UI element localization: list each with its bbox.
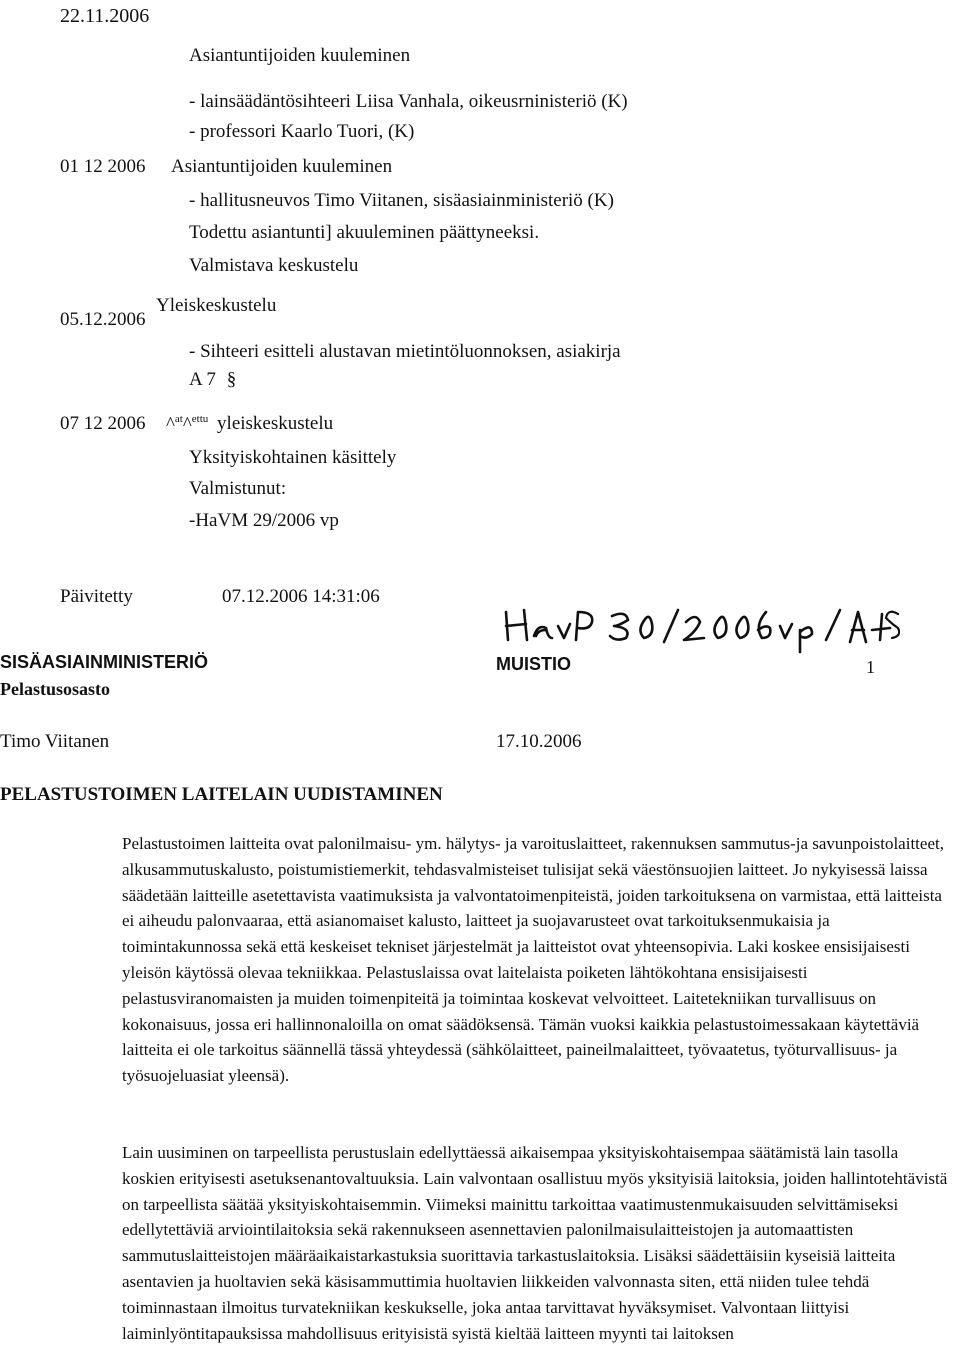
document-reference: A 7 [189,369,216,390]
minutes-item-1-expert-2: - professori Kaarlo Tuori, (K) [189,121,415,142]
prefix-sup: at [174,413,183,425]
minutes-item-4-title [166,414,333,433]
memo-date: 17.10.2006 [496,731,582,752]
minutes-item-2-expert-1: - hallitusneuvos Timo Viitanen, sisäasiainministeriö (K) [189,190,614,211]
item-4-title-text: yleiskeskustelu [217,413,334,435]
minutes-item-4-line-1: Yksityiskohtainen käsittely [189,447,397,468]
prefix-char: ^ [182,413,192,435]
minutes-item-1-expert-1: - lainsäädäntösihteeri Liisa Vanhala, oikeusrninisteriö (K) [189,91,628,112]
prefix-char: ^ [166,413,175,435]
ministry-name: SISÄASIAINMINISTERIÖ [0,652,209,672]
prefix-sup: ettu [191,413,209,425]
document-type: MUISTIO [496,654,571,674]
updated-timestamp: 07.12.2006 14:31:06 [222,586,380,607]
minutes-item-3-line-2 [189,370,236,389]
department-name: Pelastusosasto [0,679,111,699]
minutes-date-3: 05.12.2006 [60,309,146,330]
updated-label: Päivitetty [60,586,133,607]
memo-author: Timo Viitanen [0,731,110,752]
minutes-item-2-title: Asiantuntijoiden kuuleminen [171,156,393,177]
minutes-date-1: 22.11.2006 [60,5,150,27]
memo-title: PELASTUSTOIMEN LAITELAIN UUDISTAMINEN [0,784,443,805]
minutes-item-1-title: Asiantuntijoiden kuuleminen [189,45,411,66]
minutes-item-3-title: Yleiskeskustelu [156,295,277,316]
minutes-item-2-note-1: Todettu asiantunti] akuuleminen päättyneeksi. [189,222,540,243]
page-number: 1 [866,657,875,677]
memo-paragraph: Lain uusiminen on tarpeellista perustuslain edellyttäessä aikaisempaa yksityiskohtaisempaa säätämistä lain tasolla koskien erityisesti asetuksenantovaltuuksia. Lain valvontaan osallistuu myös yksityisiä laitoksia, joiden hallintotehtävistä on tarpeellista säätää yksityiskohtaisemmin. Viimeksi mainittu tarkoittaa vaatimustenmukaisuuden selvittämiseksi edellytettäviä arviointilaitoksia sekä rakennukseen asennettavien palonilmaisulaitteistojen ja automaattisten sammutuslaitteistojen määräaikaistarkastuksia suorittavia tarkastuslaitoksia. Lisäksi säädettäisiin kyseisiä laitteita asentavien ja huoltavien sekä käsisammuttimia huoltavien liikkeiden valvonnasta siten, että niiden tulee tehdä toiminnastaan ilmoitus turvatekniikan keskukselle, joka antaa tarvittavat hyväksymiset. Valvontaan liittyisi laiminlyöntitapauksissa mahdollisuus erityisistä syistä kieltää laitteen myynti tai laitoksen [122,1143,948,1343]
memo-paragraph: Pelastustoimen laitteita ovat palonilmaisu- ym. hälytys- ja varoituslaitteet, rakennuksen sammutus-ja savunpoistolaitteet, alkusammutuskalusto, poistumistiemerkit, tehdasvalmisteiset tulisijat sekä väestönsuojien laitteet. Jo nykyisessä laissa säädetään laitteille asetettavista vaatimuksista ja valvontatoimenpiteistä, joiden tarkoituksena on varmistaa, että laitteista ei aiheudu palonvaaraa, että asianomaiset kalusto, laitteet ja suojavarusteet ovat tarkoituksenmukaisia ja toimintakunnossa sekä että keskeiset tekniset järjestelmät ja laitteistot ovat yhteensopivia. Laki koskee ensisijaisesti yleisön käytössä olevaa tekniikkaa. Pelastuslaissa ovat laitelaista poiketen lähtökohtana ensisijaisesti pelastusviranomaisten ja muiden toimenpiteitä ja toimintaa koskevat velvoitteet. Laitetekniikan turvallisuus on kokonaisuus, jossa eri hallinnonaloilla on omat säädöksensä. Tämän vuoksi kaikkia pelastustoimessakaan käytettäviä laitteita ei ole tarkoitus säännellä tässä yhteydessä (sähkölaitteet, paineilmalaitteet, työvaatetus, työturvallisuus- ja työsuojeluasiat yleensä). [122,834,944,1086]
minutes-date-4: 07 12 2006 [60,413,146,434]
handwritten-reference-annotation [500,600,900,658]
minutes-item-4-line-3: -HaVM 29/2006 vp [189,510,339,531]
minutes-date-2: 01 12 2006 [60,156,146,177]
section-mark: § [226,369,237,390]
minutes-item-2-note-2: Valmistava keskustelu [189,255,359,276]
minutes-item-3-line-1: - Sihteeri esitteli alustavan mietintöluonnoksen, asiakirja [189,341,621,362]
minutes-item-4-line-2: Valmistunut: [189,478,287,499]
